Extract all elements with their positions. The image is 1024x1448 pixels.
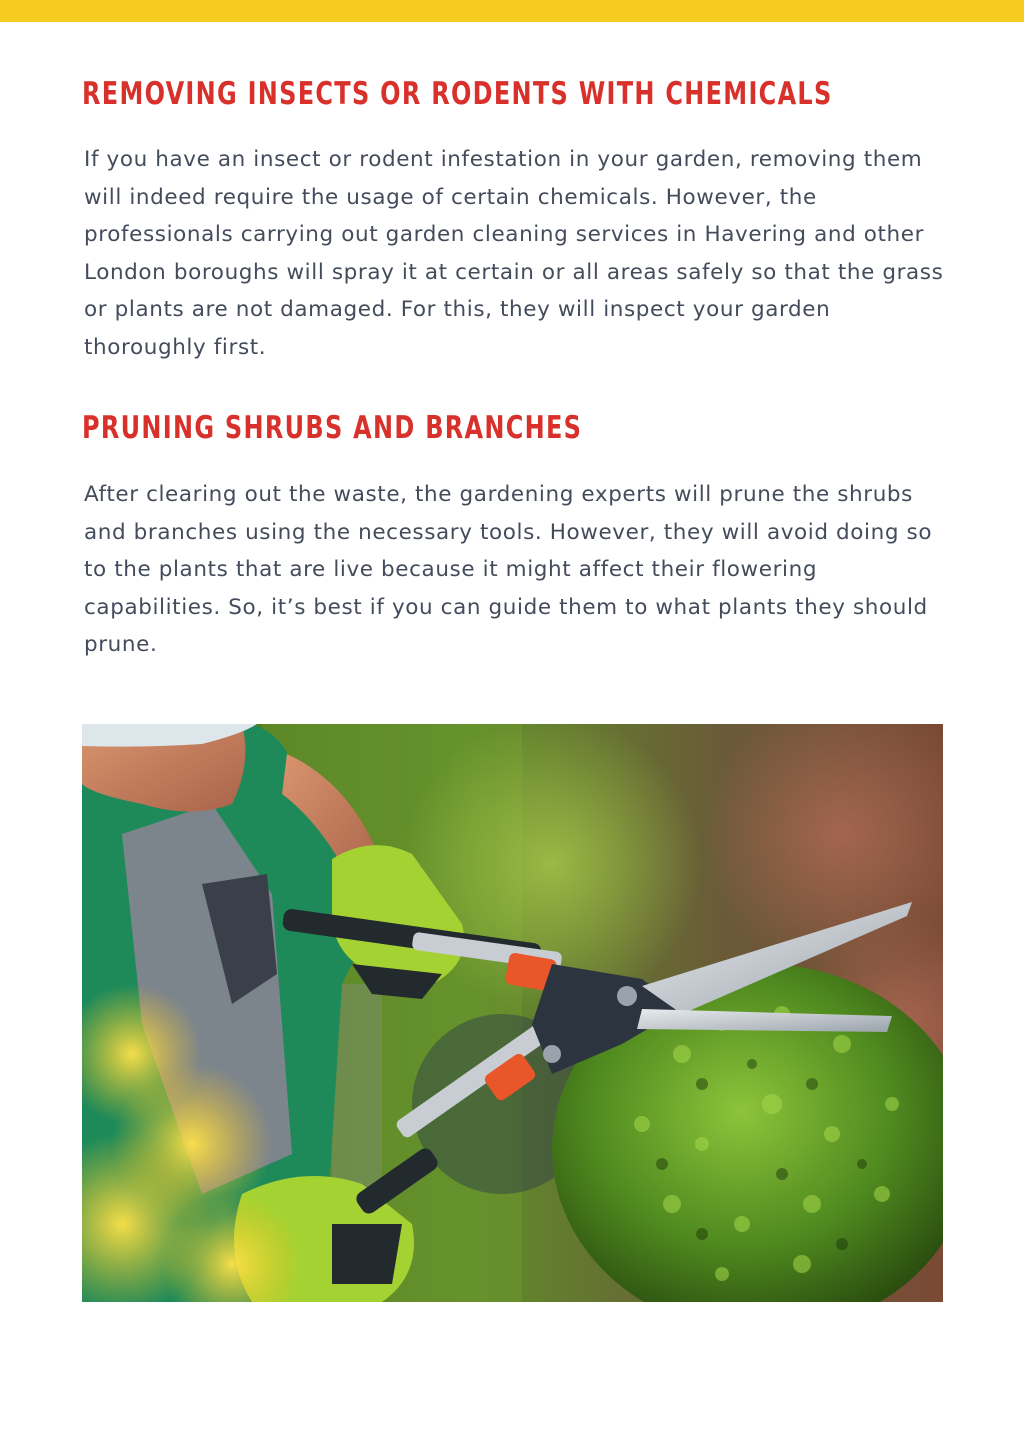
gardener-pruning-photo: [82, 724, 943, 1302]
section-body-insects: If you have an insect or rodent infestation in your garden, removing them will indeed require the usage of certain chemicals. However, the professionals carrying out garden cleaning services in Havering and other London boroughs will spray it at certain or all areas safely so that the grass or plants are not damaged. For this, they will inspect your garden thoroughly first.: [84, 147, 944, 360]
top-accent-bar: [0, 0, 1024, 22]
section-heading-pruning: PRUNING SHRUBS AND BRANCHES: [82, 410, 583, 446]
section-heading-insects: REMOVING INSECTS OR RODENTS WITH CHEMICALS: [82, 76, 833, 112]
section-body-pruning: After clearing out the waste, the gardening experts will prune the shrubs and branches using the necessary tools. However, they will avoid doing so to the plants that are live because it might affect their flowering capabilities. So, it’s best if you can guide them to what plants they should prune.: [84, 482, 933, 657]
